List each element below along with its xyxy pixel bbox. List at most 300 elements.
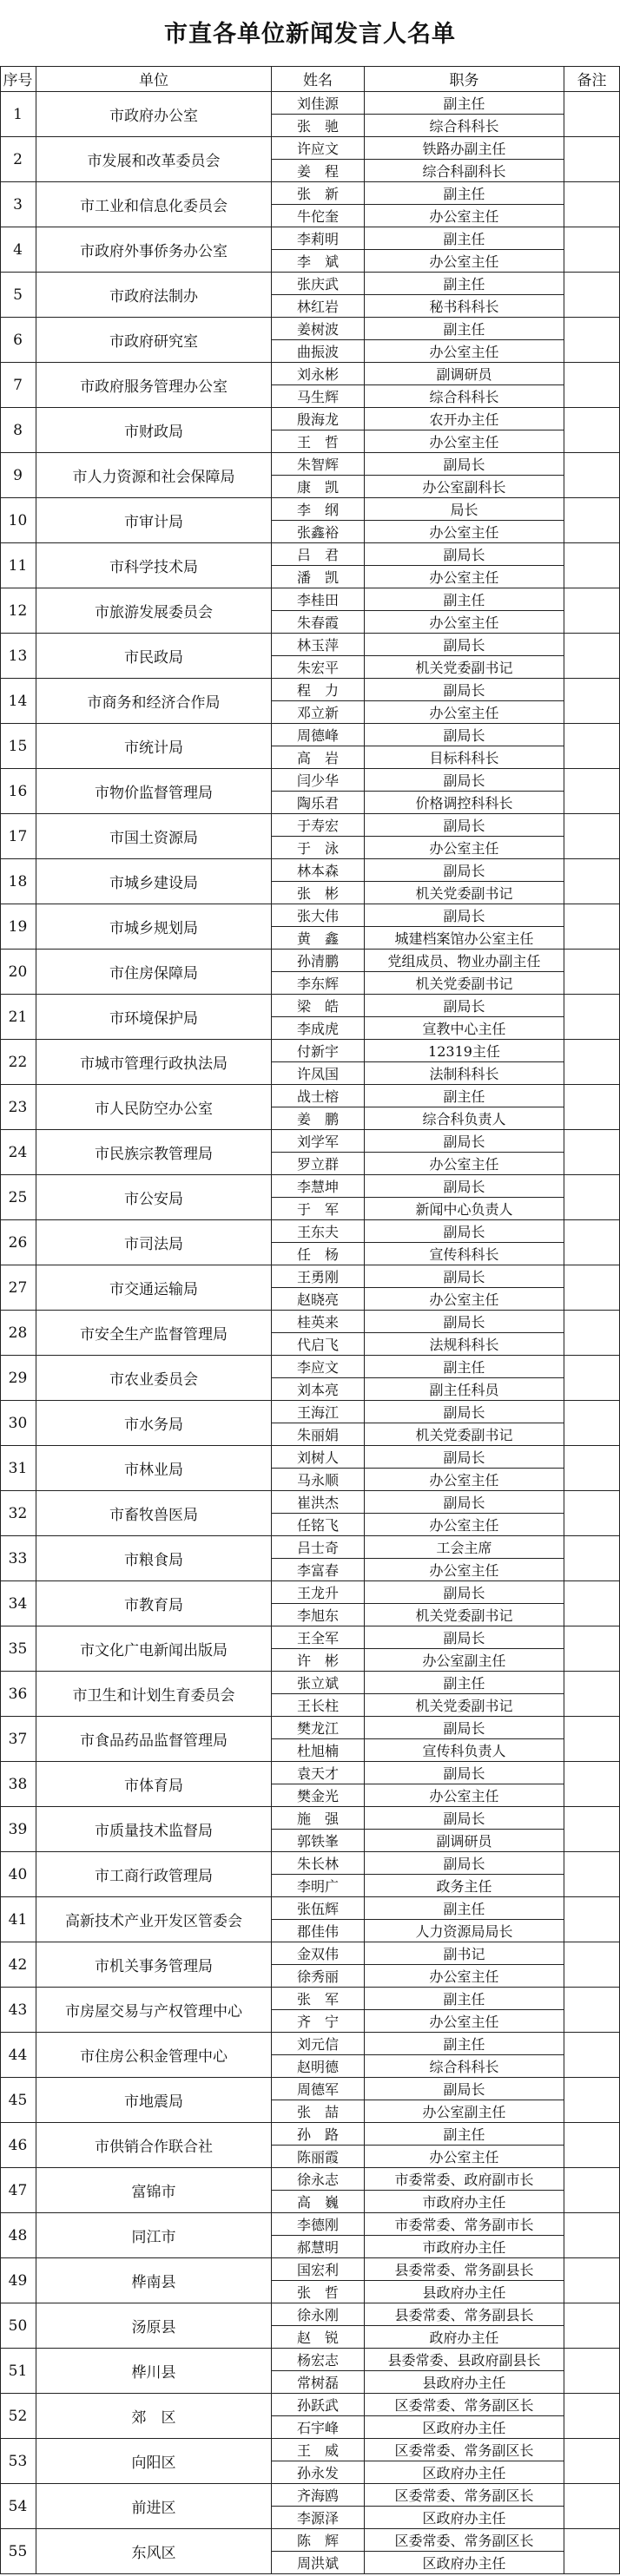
person-post: 局长 — [365, 498, 564, 521]
person-post: 法制科科长 — [365, 1062, 564, 1085]
header-no: 序号 — [0, 66, 36, 92]
person-name: 徐永志 — [272, 2168, 365, 2191]
row-number: 22 — [0, 1040, 36, 1085]
row-number: 39 — [0, 1807, 36, 1852]
person-post: 办公室主任 — [365, 1469, 564, 1491]
person-post: 副局长 — [365, 1762, 564, 1784]
person-name: 王长柱 — [272, 1694, 365, 1717]
person-name: 牛佗奎 — [272, 205, 365, 227]
person-name: 张 哲 — [272, 2281, 365, 2303]
row-number: 43 — [0, 1988, 36, 2033]
unit-name: 东风区 — [36, 2529, 272, 2574]
table-frame — [0, 66, 620, 2574]
person-name: 周德军 — [272, 2078, 365, 2100]
row-number: 20 — [0, 950, 36, 995]
person-name: 常树磊 — [272, 2371, 365, 2394]
row-number: 44 — [0, 2033, 36, 2078]
person-post: 区政府办主任 — [365, 2507, 564, 2529]
unit-name: 市机关事务管理局 — [36, 1942, 272, 1988]
unit-name: 市政府研究室 — [36, 318, 272, 363]
person-post: 办公室主任 — [365, 1153, 564, 1175]
person-post: 工会主席 — [365, 1536, 564, 1559]
person-name: 许应文 — [272, 137, 365, 160]
unit-name: 市政府服务管理办公室 — [36, 363, 272, 408]
header-post: 职务 — [365, 66, 564, 92]
person-name: 郡佳伟 — [272, 1920, 365, 1942]
row-number: 46 — [0, 2123, 36, 2168]
person-name: 张 彬 — [272, 882, 365, 904]
row-number: 45 — [0, 2078, 36, 2123]
unit-name: 市供销合作联合社 — [36, 2123, 272, 2168]
person-name: 樊龙江 — [272, 1717, 365, 1739]
row-number: 19 — [0, 904, 36, 950]
person-name: 王 威 — [272, 2439, 365, 2461]
unit-name: 高新技术产业开发区管委会 — [36, 1897, 272, 1942]
row-number: 34 — [0, 1581, 36, 1626]
person-post: 人力资源局局长 — [365, 1920, 564, 1942]
row-number: 52 — [0, 2394, 36, 2439]
person-post: 副主任 — [365, 1988, 564, 2010]
unit-name: 市审计局 — [36, 498, 272, 543]
person-post: 副局长 — [365, 453, 564, 476]
person-name: 罗立群 — [272, 1153, 365, 1175]
unit-name: 桦川县 — [36, 2349, 272, 2394]
person-post: 区政府办主任 — [365, 2416, 564, 2439]
row-number: 8 — [0, 408, 36, 453]
person-name: 张伍辉 — [272, 1897, 365, 1920]
unit-name: 前进区 — [36, 2484, 272, 2529]
unit-name: 市房屋交易与产权管理中心 — [36, 1988, 272, 2033]
person-post: 办公室主任 — [365, 521, 564, 543]
person-post: 副局长 — [365, 1401, 564, 1423]
person-name: 张大伟 — [272, 904, 365, 927]
person-post: 县委常委、常务副县长 — [365, 2258, 564, 2281]
person-post: 办公室副科长 — [365, 476, 564, 498]
person-post: 副调研员 — [365, 363, 564, 385]
row-number: 16 — [0, 769, 36, 814]
unit-name: 市物价监督管理局 — [36, 769, 272, 814]
person-post: 副主任 — [365, 2033, 564, 2055]
row-number: 30 — [0, 1401, 36, 1446]
person-name: 国宏利 — [272, 2258, 365, 2281]
row-number: 50 — [0, 2303, 36, 2349]
person-post: 办公室副主任 — [365, 2100, 564, 2123]
person-post: 副局长 — [365, 769, 564, 792]
person-name: 付新宇 — [272, 1040, 365, 1062]
person-post: 综合科副科长 — [365, 160, 564, 182]
unit-name: 市城乡建设局 — [36, 859, 272, 904]
person-post: 副局长 — [365, 724, 564, 746]
person-post: 县政府办主任 — [365, 2281, 564, 2303]
person-post: 副局长 — [365, 859, 564, 882]
person-name: 殷海龙 — [272, 408, 365, 430]
row-number: 55 — [0, 2529, 36, 2574]
person-name: 张庆武 — [272, 273, 365, 295]
unit-name: 市教育局 — [36, 1581, 272, 1626]
person-post: 副局长 — [365, 1265, 564, 1288]
person-post: 县委常委、县政府副县长 — [365, 2349, 564, 2371]
person-post: 副书记 — [365, 1942, 564, 1965]
person-post: 办公室主任 — [365, 1288, 564, 1311]
person-post: 12319主任 — [365, 1040, 564, 1062]
person-name: 刘元信 — [272, 2033, 365, 2055]
person-name: 施 强 — [272, 1807, 365, 1830]
person-name: 王全军 — [272, 1626, 365, 1649]
person-name: 张鑫裕 — [272, 521, 365, 543]
person-post: 综合科负责人 — [365, 1107, 564, 1130]
person-name: 刘永彬 — [272, 363, 365, 385]
person-name: 刘本亮 — [272, 1378, 365, 1401]
row-number: 32 — [0, 1491, 36, 1536]
unit-name: 市公安局 — [36, 1175, 272, 1220]
header-name: 姓名 — [272, 66, 365, 92]
row-number: 4 — [0, 227, 36, 273]
person-name: 李 斌 — [272, 250, 365, 273]
person-post: 副主任 — [365, 273, 564, 295]
person-name: 周洪斌 — [272, 2552, 365, 2574]
person-name: 高 岩 — [272, 746, 365, 769]
row-number: 2 — [0, 137, 36, 182]
person-name: 徐秀丽 — [272, 1965, 365, 1988]
person-post: 副局长 — [365, 995, 564, 1017]
person-post: 秘书科科长 — [365, 295, 564, 318]
person-post: 综合科科长 — [365, 385, 564, 408]
document-title: 市直各单位新闻发言人名单 — [164, 21, 456, 48]
person-post: 副主任 — [365, 92, 564, 115]
unit-name: 市安全生产监督管理局 — [36, 1311, 272, 1356]
person-post: 副主任 — [365, 318, 564, 340]
person-name: 郭铁峯 — [272, 1830, 365, 1852]
person-post: 副主任 — [365, 1356, 564, 1378]
person-name: 刘佳源 — [272, 92, 365, 115]
person-name: 许 彬 — [272, 1649, 365, 1672]
row-number: 25 — [0, 1175, 36, 1220]
person-post: 办公室主任 — [365, 250, 564, 273]
person-name: 姜树波 — [272, 318, 365, 340]
row-number: 12 — [0, 588, 36, 634]
person-name: 周德峰 — [272, 724, 365, 746]
unit-name: 市发展和改革委员会 — [36, 137, 272, 182]
person-post: 副局长 — [365, 1446, 564, 1469]
person-post: 办公室主任 — [365, 1514, 564, 1536]
person-name: 姜 鹏 — [272, 1107, 365, 1130]
person-name: 朱丽娟 — [272, 1423, 365, 1446]
person-name: 邓立新 — [272, 701, 365, 724]
person-name: 程 力 — [272, 679, 365, 701]
person-post: 机关党委副书记 — [365, 1604, 564, 1626]
row-number: 36 — [0, 1672, 36, 1717]
person-post: 办公室主任 — [365, 340, 564, 363]
row-number: 53 — [0, 2439, 36, 2484]
person-post: 副主任 — [365, 1085, 564, 1107]
person-post: 办公室主任 — [365, 205, 564, 227]
unit-name: 市文化广电新闻出版局 — [36, 1626, 272, 1672]
person-post: 宣传科科长 — [365, 1243, 564, 1265]
person-name: 吕 君 — [272, 543, 365, 566]
person-name: 崔洪杰 — [272, 1491, 365, 1514]
person-name: 于 泳 — [272, 837, 365, 859]
person-name: 姜 程 — [272, 160, 365, 182]
person-name: 郝慧明 — [272, 2236, 365, 2258]
person-name: 孙永发 — [272, 2461, 365, 2484]
row-number: 7 — [0, 363, 36, 408]
person-name: 刘树人 — [272, 1446, 365, 1469]
person-name: 林红岩 — [272, 295, 365, 318]
row-number: 37 — [0, 1717, 36, 1762]
person-post: 宣教中心主任 — [365, 1017, 564, 1040]
person-name: 任 杨 — [272, 1243, 365, 1265]
row-number: 21 — [0, 995, 36, 1040]
person-post: 区委常委、常务副区长 — [365, 2439, 564, 2461]
person-name: 马生辉 — [272, 385, 365, 408]
person-post: 办公室主任 — [365, 1965, 564, 1988]
unit-name: 市国土资源局 — [36, 814, 272, 859]
person-post: 法规科科长 — [365, 1333, 564, 1356]
person-post: 办公室主任 — [365, 566, 564, 588]
person-name: 于 军 — [272, 1198, 365, 1220]
person-post: 区政府办主任 — [365, 2552, 564, 2574]
row-number: 5 — [0, 273, 36, 318]
person-name: 王海江 — [272, 1401, 365, 1423]
person-post: 办公室主任 — [365, 1559, 564, 1581]
person-name: 张立斌 — [272, 1672, 365, 1694]
person-name: 陈丽霞 — [272, 2146, 365, 2168]
unit-name: 郊 区 — [36, 2394, 272, 2439]
row-number: 42 — [0, 1942, 36, 1988]
person-post: 办公室主任 — [365, 2146, 564, 2168]
row-number: 48 — [0, 2213, 36, 2258]
row-number: 18 — [0, 859, 36, 904]
unit-name: 桦南县 — [36, 2258, 272, 2303]
row-number: 29 — [0, 1356, 36, 1401]
unit-name: 市住房保障局 — [36, 950, 272, 995]
person-name: 石宇峰 — [272, 2416, 365, 2439]
unit-name: 市体育局 — [36, 1762, 272, 1807]
person-post: 农开办主任 — [365, 408, 564, 430]
unit-name: 市民政局 — [36, 634, 272, 679]
person-post: 县政府办主任 — [365, 2371, 564, 2394]
unit-name: 市畜牧兽医局 — [36, 1491, 272, 1536]
unit-name: 市科学技术局 — [36, 543, 272, 588]
person-name: 张 军 — [272, 1988, 365, 2010]
person-post: 副主任 — [365, 2123, 564, 2146]
row-number: 54 — [0, 2484, 36, 2529]
person-post: 城建档案馆办公室主任 — [365, 927, 564, 950]
unit-name: 市食品药品监督管理局 — [36, 1717, 272, 1762]
person-post: 新闻中心负责人 — [365, 1198, 564, 1220]
row-number: 27 — [0, 1265, 36, 1311]
row-number: 49 — [0, 2258, 36, 2303]
person-post: 价格调控科科长 — [365, 792, 564, 814]
person-post: 副局长 — [365, 1626, 564, 1649]
row-number: 3 — [0, 182, 36, 227]
unit-name: 市旅游发展委员会 — [36, 588, 272, 634]
person-post: 副主任科员 — [365, 1378, 564, 1401]
row-number: 6 — [0, 318, 36, 363]
person-name: 任铭飞 — [272, 1514, 365, 1536]
person-name: 陈 辉 — [272, 2529, 365, 2552]
person-post: 区委常委、常务副区长 — [365, 2529, 564, 2552]
person-post: 办公室主任 — [365, 2010, 564, 2033]
person-post: 区政府办主任 — [365, 2461, 564, 2484]
unit-name: 市交通运输局 — [36, 1265, 272, 1311]
person-name: 李莉明 — [272, 227, 365, 250]
person-name: 樊金光 — [272, 1784, 365, 1807]
person-name: 李源泽 — [272, 2507, 365, 2529]
person-post: 办公室主任 — [365, 611, 564, 634]
unit-name: 市林业局 — [36, 1446, 272, 1491]
row-number: 28 — [0, 1311, 36, 1356]
person-post: 县委常委、常务副县长 — [365, 2303, 564, 2326]
person-name: 齐海鸥 — [272, 2484, 365, 2507]
person-post: 办公室主任 — [365, 430, 564, 453]
person-post: 副主任 — [365, 227, 564, 250]
row-number: 11 — [0, 543, 36, 588]
person-post: 副局长 — [365, 814, 564, 837]
unit-name: 市城市管理行政执法局 — [36, 1040, 272, 1085]
person-post: 副局长 — [365, 1581, 564, 1604]
row-number: 38 — [0, 1762, 36, 1807]
unit-name: 市人民防空办公室 — [36, 1085, 272, 1130]
person-name: 李东辉 — [272, 972, 365, 995]
person-name: 齐 宁 — [272, 2010, 365, 2033]
unit-name: 市政府外事侨务办公室 — [36, 227, 272, 273]
unit-name: 市工业和信息化委员会 — [36, 182, 272, 227]
person-name: 马永顺 — [272, 1469, 365, 1491]
row-number: 14 — [0, 679, 36, 724]
row-number: 26 — [0, 1220, 36, 1265]
person-post: 宣传科负责人 — [365, 1739, 564, 1762]
person-name: 代启飞 — [272, 1333, 365, 1356]
person-name: 徐永刚 — [272, 2303, 365, 2326]
row-number: 24 — [0, 1130, 36, 1175]
person-name: 张 喆 — [272, 2100, 365, 2123]
person-post: 机关党委副书记 — [365, 656, 564, 679]
person-name: 陶乐君 — [272, 792, 365, 814]
row-number: 40 — [0, 1852, 36, 1897]
unit-name: 市商务和经济合作局 — [36, 679, 272, 724]
row-number: 13 — [0, 634, 36, 679]
spokesperson-table — [0, 66, 620, 2576]
unit-name: 向阳区 — [36, 2439, 272, 2484]
person-post: 目标科科长 — [365, 746, 564, 769]
person-post: 副主任 — [365, 588, 564, 611]
person-name: 李明广 — [272, 1875, 365, 1897]
unit-name: 市人力资源和社会保障局 — [36, 453, 272, 498]
person-name: 孙 路 — [272, 2123, 365, 2146]
person-post: 机关党委副书记 — [365, 1423, 564, 1446]
person-post: 副局长 — [365, 2078, 564, 2100]
person-name: 王龙升 — [272, 1581, 365, 1604]
person-name: 李成虎 — [272, 1017, 365, 1040]
person-post: 市委常委、政府副市长 — [365, 2168, 564, 2191]
person-post: 综合科科长 — [365, 2055, 564, 2078]
row-number: 51 — [0, 2349, 36, 2394]
person-name: 杨宏志 — [272, 2349, 365, 2371]
person-name: 桂英来 — [272, 1311, 365, 1333]
person-name: 李桂田 — [272, 588, 365, 611]
person-post: 副局长 — [365, 1311, 564, 1333]
person-post: 副主任 — [365, 1672, 564, 1694]
person-name: 杜旭楠 — [272, 1739, 365, 1762]
unit-name: 市农业委员会 — [36, 1356, 272, 1401]
person-name: 王 哲 — [272, 430, 365, 453]
person-name: 康 凯 — [272, 476, 365, 498]
person-name: 闫少华 — [272, 769, 365, 792]
person-name: 赵 锐 — [272, 2326, 365, 2349]
person-post: 市政府办主任 — [365, 2191, 564, 2213]
person-name: 李应文 — [272, 1356, 365, 1378]
person-post: 副局长 — [365, 1852, 564, 1875]
person-name: 赵明德 — [272, 2055, 365, 2078]
person-name: 赵晓亮 — [272, 1288, 365, 1311]
person-name: 李富春 — [272, 1559, 365, 1581]
person-post: 副局长 — [365, 1717, 564, 1739]
person-name: 黄 鑫 — [272, 927, 365, 950]
person-post: 综合科科长 — [365, 115, 564, 137]
person-post: 副局长 — [365, 1491, 564, 1514]
person-post: 区委常委、常务副区长 — [365, 2484, 564, 2507]
person-name: 袁天才 — [272, 1762, 365, 1784]
unit-name: 市环境保护局 — [36, 995, 272, 1040]
person-post: 副局长 — [365, 1220, 564, 1243]
person-post: 政务主任 — [365, 1875, 564, 1897]
person-name: 李德刚 — [272, 2213, 365, 2236]
row-number: 10 — [0, 498, 36, 543]
person-post: 办公室副主任 — [365, 1649, 564, 1672]
person-name: 朱宏平 — [272, 656, 365, 679]
person-name: 林玉萍 — [272, 634, 365, 656]
person-name: 朱智辉 — [272, 453, 365, 476]
unit-name: 市司法局 — [36, 1220, 272, 1265]
person-name: 朱春霞 — [272, 611, 365, 634]
row-number: 15 — [0, 724, 36, 769]
unit-name: 市政府办公室 — [36, 92, 272, 137]
person-post: 办公室主任 — [365, 1784, 564, 1807]
unit-name: 市粮食局 — [36, 1536, 272, 1581]
unit-name: 汤原县 — [36, 2303, 272, 2349]
unit-name: 市水务局 — [36, 1401, 272, 1446]
person-post: 铁路办副主任 — [365, 137, 564, 160]
header-unit: 单位 — [36, 66, 272, 92]
person-name: 孙清鹏 — [272, 950, 365, 972]
unit-name: 市统计局 — [36, 724, 272, 769]
person-name: 刘学军 — [272, 1130, 365, 1153]
person-name: 梁 皓 — [272, 995, 365, 1017]
person-name: 高 巍 — [272, 2191, 365, 2213]
person-name: 孙跃武 — [272, 2394, 365, 2416]
person-post: 市政府办主任 — [365, 2236, 564, 2258]
person-name: 王东夫 — [272, 1220, 365, 1243]
row-number: 9 — [0, 453, 36, 498]
person-post: 党组成员、物业办副主任 — [365, 950, 564, 972]
unit-name: 市民族宗教管理局 — [36, 1130, 272, 1175]
person-post: 机关党委副书记 — [365, 882, 564, 904]
person-post: 区委常委、常务副区长 — [365, 2394, 564, 2416]
person-name: 于寿宏 — [272, 814, 365, 837]
person-post: 副调研员 — [365, 1830, 564, 1852]
person-name: 曲振波 — [272, 340, 365, 363]
unit-name: 市卫生和计划生育委员会 — [36, 1672, 272, 1717]
unit-name: 同江市 — [36, 2213, 272, 2258]
person-post: 机关党委副书记 — [365, 1694, 564, 1717]
unit-name: 市城乡规划局 — [36, 904, 272, 950]
person-post: 副局长 — [365, 543, 564, 566]
unit-name: 市财政局 — [36, 408, 272, 453]
person-name: 李旭东 — [272, 1604, 365, 1626]
person-name: 张 新 — [272, 182, 365, 205]
row-number: 23 — [0, 1085, 36, 1130]
